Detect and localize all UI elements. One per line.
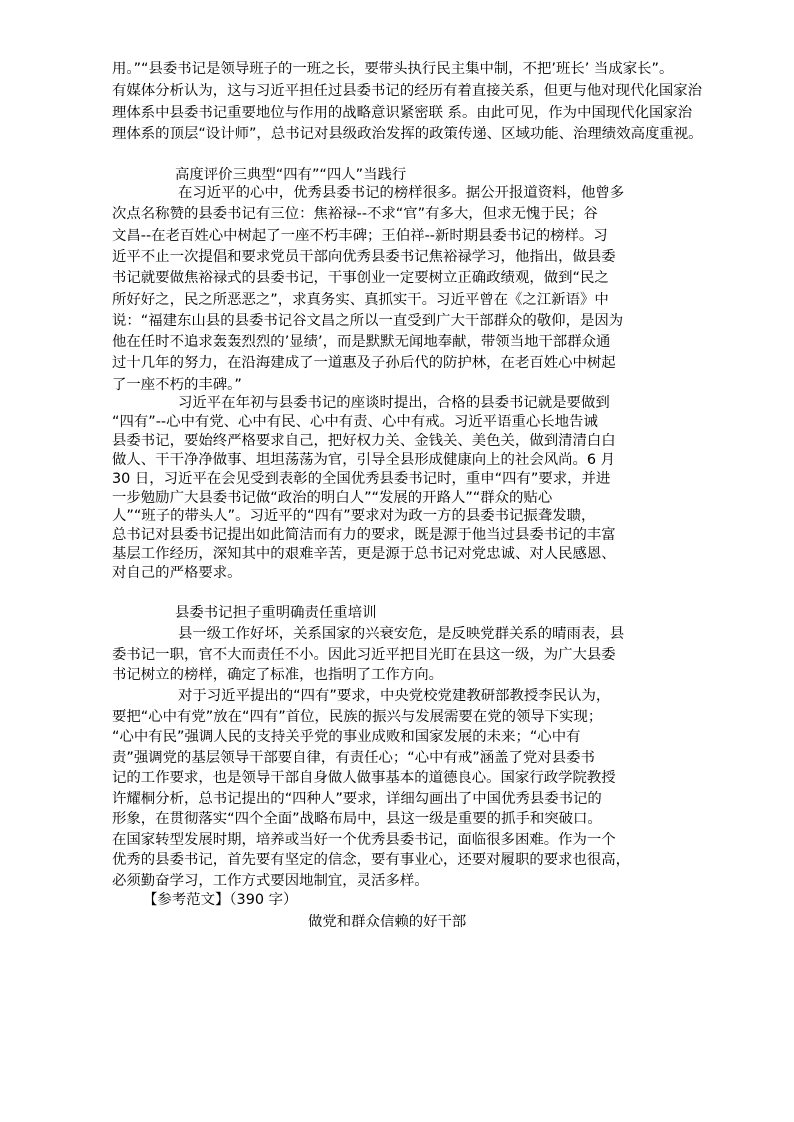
text-line: 过十几年的努力，在沿海建成了一道惠及子孙后代的防护林，在老百姓心中树起	[112, 355, 616, 372]
text-line: 一步勉励广大县委书记做“政治的明白人”“发展的开路人”“群众的贴心	[112, 489, 553, 506]
text-line: 高度评价三典型“四有”“四人”当践行	[175, 167, 407, 183]
text-line: 对自己的严格要求。	[112, 565, 242, 582]
text-line: 委书记一职，官不大而责任不小。因此习近平把目光盯在县这一级，为广大县委	[112, 646, 616, 663]
text-line: 县委书记，要始终严格要求自己，把好权力关、金钱关、美色关，做到清清白白	[112, 432, 616, 449]
text-line: 基层工作经历，深知其中的艰难辛苦，更是源于总书记对党忠诚、对人民感恩、	[112, 546, 616, 563]
text-line: 习近平在年初与县委书记的座谈时提出，合格的县委书记就是要做到	[178, 395, 610, 411]
text-line: 形象，在贯彻落实“四个全面”战略布局中，县这一级是重要的抓手和突破口。	[112, 811, 602, 827]
text-line: 做人、干干净净做事、坦坦荡荡为官，引导全县形成健康向上的社会风尚。6 月	[112, 451, 616, 468]
text-line: 所好好之，民之所恶恶之”，求真务实、真抓实干。习近平曾在《之江新语》中	[112, 291, 609, 308]
text-line: 30 日，习近平在会见受到表彰的全国优秀县委书记时，重申“四有”要求，并进	[112, 470, 611, 487]
text-line: 责”强调党的基层领导干部要自律，有责任心；“心中有戒”涵盖了党对县委书	[112, 749, 595, 766]
text-line: 对于习近平提出的“四有”要求，中央党校党建教研部教授李民认为，	[178, 688, 611, 704]
text-line: 用。”“县委书记是领导班子的一班之长，要带头执行民主集中制，不把’班长’ 当成家长”。	[112, 61, 674, 77]
text-line: 许耀桐分析，总书记提出的“四种人”要求，详细勾画出了中国优秀县委书记的	[112, 790, 602, 807]
text-line: 要把“心中有党”放在“四有”首位，民族的振兴与发展需要在党的领导下实现；	[112, 708, 603, 725]
text-line: 做党和群众信赖的好干部	[308, 914, 467, 930]
text-line: 在国家转型发展时期，培养或当好一个优秀县委书记，面临很多困难。作为一个	[112, 831, 616, 848]
text-line: 记的工作要求，也是领导干部自身做人做事基本的道德良心。国家行政学院教授	[112, 770, 616, 786]
text-line: 在习近平的心中，优秀县委书记的榜样很多。据公开报道资料，他曾多	[178, 185, 625, 201]
text-line: 【参考范文】（390 字）	[143, 892, 298, 908]
text-line: 书记就要做焦裕禄式的县委书记，干事创业一定要树立正确政绩观，做到“民之	[112, 270, 609, 287]
text-line: 有媒体分析认为，这与习近平担任过县委书记的经历有着直接关系，但更与他对现代化国家治	[112, 82, 703, 99]
text-line: “四有”--心中有党、心中有民、心中有责、心中有戒。习近平语重心长地告诫	[112, 413, 598, 430]
text-line: 总书记对县委书记提出如此简洁而有力的要求，既是源于他当过县委书记的丰富	[112, 527, 616, 544]
text-line: “心中有民”强调人民的支持关乎党的事业成败和国家发展的未来；“心中有	[112, 729, 581, 745]
text-line: 书记树立的榜样，确定了标准，也指明了工作方向。	[112, 667, 443, 683]
text-line: 文昌--在老百姓心中树起了一座不朽丰碑；王伯祥--新时期县委书记的榜样。习	[112, 227, 608, 244]
text-line: 说：“福建东山县的县委书记谷文昌之所以一直受到广大干部群众的敬仰，是因为	[112, 312, 624, 329]
text-line: 县一级工作好坏，关系国家的兴衰安危，是反映党群关系的晴雨表，县	[178, 626, 625, 642]
text-line: 理体系的顶层“设计师”，总书记对县级政治发挥的政策传递、区域功能、治理绩效高度重视。	[112, 126, 703, 143]
text-line: 了一座不朽的丰碑。”	[112, 376, 242, 393]
text-line: 他在任时不追求轰轰烈烈的’显绩’，而是默默无闻地奉献，带领当地干部群众通	[112, 334, 611, 351]
text-line: 县委书记担子重明确责任重培训	[175, 605, 377, 621]
text-line: 必须勤奋学习，工作方式要因地制宜，灵活多样。	[112, 872, 429, 889]
text-line: 近平不止一次提倡和要求党员干部向优秀县委书记焦裕禄学习，他指出，做县委	[112, 248, 616, 265]
text-line: 理体系中县委书记重要地位与作用的战略意识紧密联 系。由此可见，作为中国现代化国家治	[112, 104, 693, 121]
text-line: 人”“班子的带头人”。习近平的“四有”要求对为政一方的县委书记振聋发聩，	[112, 508, 596, 525]
text-line: 优秀的县委书记，首先要有坚定的信念，要有事业心，还要对履职的要求也很高，	[112, 852, 631, 868]
text-line: 次点名称赞的县委书记有三位：焦裕禄--不求“官”有多大，但求无愧于民；谷	[112, 206, 598, 223]
